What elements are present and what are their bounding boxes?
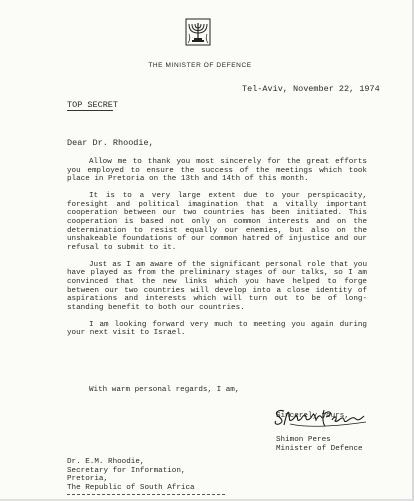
closing-line: With warm personal regards, I am, [89,386,240,394]
handwritten-signature [268,404,373,432]
signer-title: Minister of Defence [276,444,363,453]
menorah-emblem-icon [185,18,211,46]
recipient-underline [67,494,225,495]
body-paragraph: I am looking forward very much to meeting you again during your next visit to Israel. [67,320,367,338]
recipient-address [67,458,195,492]
letterhead-office: THE MINISTER OF DEFENCE [148,62,252,69]
recipient-line: The Republic of South Africa [67,483,195,492]
body-paragraph: Allow me to thank you most sincerely for the great efforts you employed to ensure the success of the meetings which took place in Pretoria on the 13th and 14th of this month. [67,158,367,184]
recipient-line: Dr. E.M. Rhoodie, [67,458,145,466]
salutation: Dear Dr. Rhoodie, [67,138,154,148]
signer-block [276,436,363,453]
body-paragraph: It is to a very large extent due to your perspicacity, foresight and political imagination that a vitally important cooperation between our two countries has been initiated. This cooperation is based not only on common interests and on the determination to resist equally our enemies, but also on the unshakeable foundations of our common hatred of injustice and our refusal to submit to it. [67,191,367,253]
recipient-line: Pretoria, [67,475,109,484]
signer-name: Shimon Peres [276,436,331,444]
signoff: Sincerely yours, [276,412,349,420]
recipient-line: Secretary for Information, [67,466,186,475]
classification-label: TOP SECRET [67,100,119,110]
body-paragraph: Just as I am aware of the significant personal role that you have played as from the preliminary stages of our talks, so I am convinced that the new links which you have helped to forge between our two countries will develop into a close identity of aspirations and interests which will turn out to be of long-standing benefit to both our countries. [67,260,367,313]
letter-body [67,158,367,346]
classification-underline [67,110,113,111]
dateline: Tel-Aviv, November 22, 1974 [242,84,380,94]
